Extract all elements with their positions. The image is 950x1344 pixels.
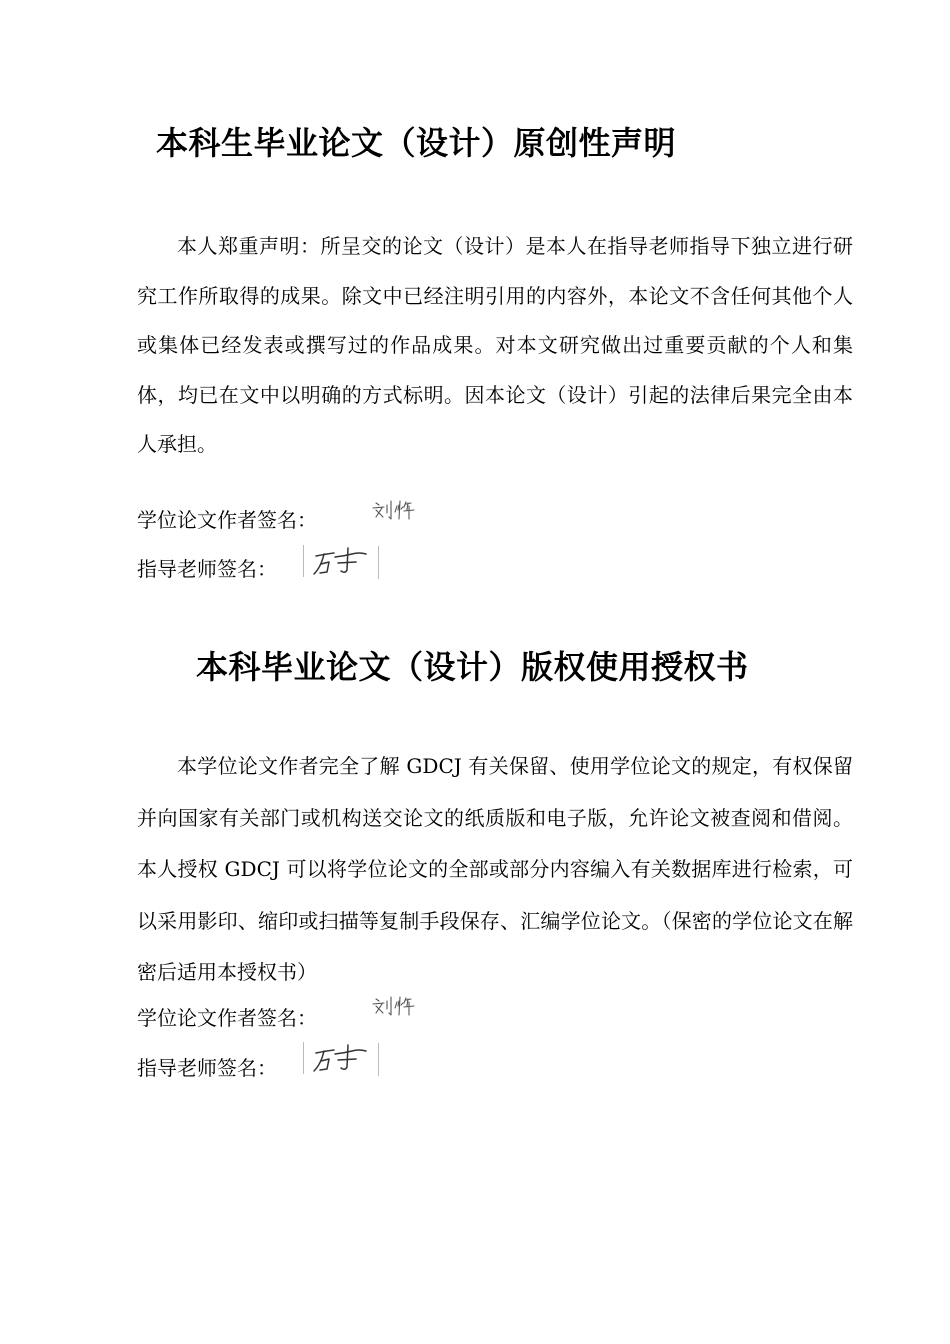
advisor-signature	[302, 1040, 382, 1080]
authorization-body: 本学位论文作者完全了解 GDCJ 有关保留、使用学位论文的规定，有权保留并向国家有关部门或机构送交论文的纸质版和电子版，允许论文被查阅和借阅。本人授权 GDCJ 可以将学位论文的全部或部分内容编入有关数据库进行检索，可以采用影印、缩印或扫描等复制手段保存、汇编学位论文。（保密的学位论文在解密后适用本授权书）	[137, 754, 853, 984]
author-signature-label: 学位论文作者签名：	[137, 1006, 317, 1030]
originality-title: 本科生毕业论文（设计）原创性声明	[156, 124, 677, 162]
author-signature	[370, 994, 416, 1018]
advisor-signature-label: 指导老师签名：	[137, 1056, 277, 1080]
author-signature-label: 学位论文作者签名：	[137, 508, 317, 532]
author-signature	[370, 498, 416, 522]
originality-body: 本人郑重声明：所呈交的论文（设计）是本人在指导老师指导下独立进行研究工作所取得的成果。除文中已经注明引用的内容外，本论文不含任何其他个人或集体已经发表或撰写过的作品成果。对本文研究做出过重要贡献的个人和集体，均已在文中以明确的方式标明。因本论文（设计）引起的法律后果完全由本人承担。	[137, 234, 853, 456]
authorization-title: 本科毕业论文（设计）版权使用授权书	[196, 648, 749, 686]
advisor-signature-label: 指导老师签名：	[137, 557, 277, 581]
advisor-signature	[302, 543, 382, 583]
